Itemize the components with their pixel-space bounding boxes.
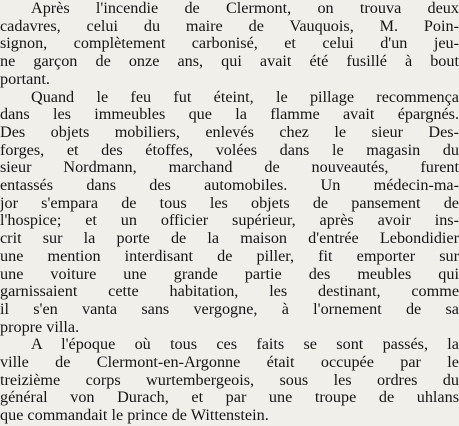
text-line: général von Durach, et par une troupe de uhlans — [0, 388, 459, 407]
text-line: propre villa. — [0, 317, 80, 336]
text-line: cadavres, celui du maire de Vauquois, M. Poin- — [0, 16, 459, 35]
text-line: ne garçon de onze ans, qui avait été fusillé à bout — [0, 52, 459, 71]
text-line: que commandait le prince de Wittenstein. — [0, 406, 269, 425]
text-line: garnissaient cette habitation, les destinant, comme — [0, 282, 459, 301]
text-line: A l'époque où tous ces faits se sont passés, la — [31, 335, 459, 354]
text-line: l'hospice; et un officier supérieur, après avoir ins- — [0, 211, 459, 230]
text-line: treizième corps wurtembergeois, sous les ordres du — [0, 370, 459, 389]
text-line: forges, et des étoffes, volées dans le magasin du — [0, 140, 459, 159]
text-line: Quand le feu fut éteint, le pillage recommença — [31, 87, 459, 106]
text-line: entassés dans des automobiles. Un médecin-ma- — [0, 176, 459, 194]
text-line: dans les immeubles que la flamme avait épargnés. — [0, 105, 459, 124]
text-line: ville de Clermont-en-Argonne était occupée par le — [0, 353, 459, 371]
text-line: Après l'incendie de Clermont, on trouva deux — [31, 0, 459, 17]
text-line: crit sur la porte de la maison d'entrée Lebondidier — [0, 229, 459, 248]
text-line: une voiture une grande partie des meubles qui — [0, 264, 459, 283]
text-line: Des objets mobiliers, enlevés chez le sieur Des- — [0, 122, 459, 141]
text-line: portant. — [0, 69, 50, 88]
text-line: sieur Nordmann, marchand de nouveautés, furent — [0, 158, 459, 177]
text-line: jor s'empara de tous les objets de pansement de — [0, 193, 459, 212]
text-line: signon, complètement carbonisé, et celui d'un jeu- — [0, 34, 459, 53]
text-line: une mention interdisant de piller, fit emporter sur — [0, 246, 459, 265]
text-line: il s'en vanta sans vergogne, à l'ornement de sa — [0, 299, 459, 318]
